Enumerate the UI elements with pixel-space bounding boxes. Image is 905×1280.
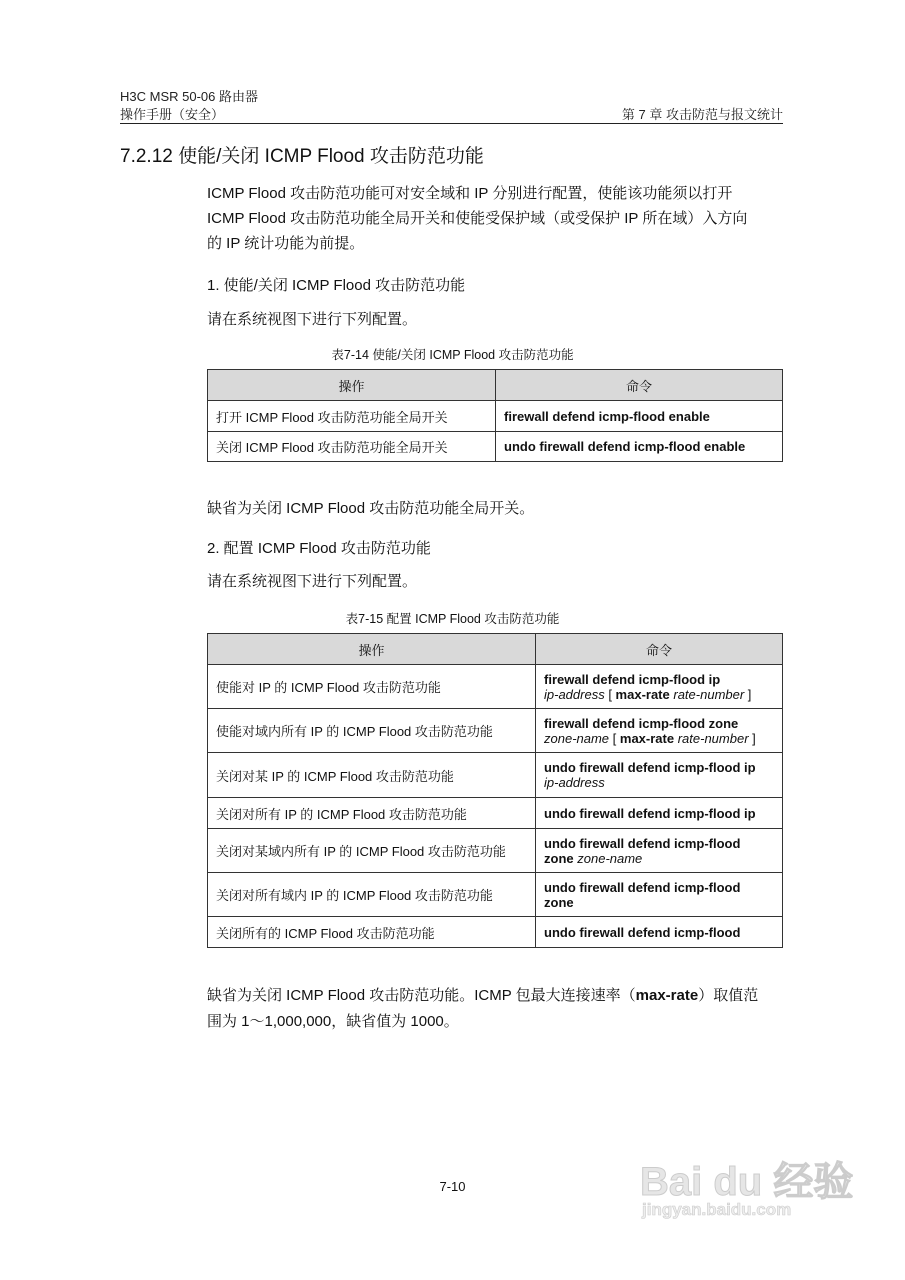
baidu-watermark-logo: Bai du 经验: [640, 1160, 854, 1204]
table-row: [208, 401, 783, 432]
command-cell: [496, 432, 783, 462]
subsection-1-note: 请在系统视图下进行下列配置。: [207, 311, 418, 328]
operation-cell: 关闭 ICMP Flood 攻击防范功能全局开关: [208, 432, 496, 462]
command-text: [: [609, 730, 620, 746]
command-keyword: firewall defend icmp-flood zone: [544, 715, 739, 731]
col-header-command: 命令: [536, 634, 783, 665]
table-row: [208, 753, 783, 798]
subsection-1-default: 缺省为关闭 ICMP Flood 攻击防范功能全局开关。: [207, 500, 535, 517]
header-manual: 操作手册（安全）: [120, 107, 225, 122]
command-cell: [536, 753, 783, 798]
command-cell: [536, 873, 783, 917]
command-keyword: firewall defend icmp-flood ip: [544, 671, 721, 687]
command-keyword: firewall defend icmp-flood enable: [504, 408, 710, 424]
command-cell: [536, 709, 783, 753]
command-cell: [536, 798, 783, 829]
baidu-watermark-url: jingyan.baidu.com: [642, 1200, 792, 1219]
command-argument: ip-address: [544, 775, 605, 790]
operation-cell: 打开 ICMP Flood 攻击防范功能全局开关: [208, 401, 496, 432]
operation-cell: 使能对域内所有 IP 的 ICMP Flood 攻击防范功能: [208, 709, 536, 753]
command-cell: [536, 829, 783, 873]
command-keyword: zone: [544, 850, 574, 866]
page-number: 7-10: [439, 1179, 466, 1194]
intro-line-1: ICMP Flood 攻击防范功能可对安全域和 IP 分别进行配置，使能该功能须以打开: [207, 185, 733, 202]
command-text: [: [604, 686, 616, 702]
command-argument: zone-name: [544, 730, 610, 746]
table-2: [207, 633, 783, 948]
operation-cell: 关闭对某域内所有 IP 的 ICMP Flood 攻击防范功能: [208, 829, 536, 873]
command-argument: rate-number: [673, 686, 745, 702]
command-cell: [536, 665, 783, 709]
command-cell: [496, 401, 783, 432]
table-row: [208, 873, 783, 917]
command-argument: zone-name: [577, 850, 643, 866]
header-chapter: 第 7 章 攻击防范与报文统计: [621, 107, 783, 122]
operation-cell: 关闭对某 IP 的 ICMP Flood 攻击防范功能: [208, 753, 536, 798]
command-argument: ip-address: [544, 686, 605, 702]
table-2-caption: 表7-15 配置 ICMP Flood 攻击防范功能: [345, 612, 560, 626]
operation-cell: 关闭对所有 IP 的 ICMP Flood 攻击防范功能: [208, 798, 536, 829]
closing-max-rate: max-rate: [635, 987, 699, 1004]
command-text: ]: [744, 686, 752, 702]
section-title: 7.2.12 使能/关闭 ICMP Flood 攻击防范功能: [120, 146, 484, 167]
command-cell: [536, 917, 783, 948]
operation-cell: 关闭所有的 ICMP Flood 攻击防范功能: [208, 917, 536, 948]
col-header-operation: 操作: [208, 370, 496, 401]
header-rule: [120, 123, 783, 124]
operation-cell: 使能对 IP 的 ICMP Flood 攻击防范功能: [208, 665, 536, 709]
command-keyword: max-rate: [615, 686, 670, 702]
subsection-2-title: 2. 配置 ICMP Flood 攻击防范功能: [207, 540, 431, 557]
closing-text-end: ）取值范: [698, 987, 759, 1004]
command-keyword: undo firewall defend icmp-flood ip: [544, 760, 756, 775]
table-1: [207, 369, 783, 462]
table-row: [208, 829, 783, 873]
command-keyword: undo firewall defend icmp-flood: [544, 924, 741, 940]
command-keyword: zone: [544, 894, 574, 910]
subsection-1-title: 1. 使能/关闭 ICMP Flood 攻击防范功能: [207, 277, 466, 294]
command-keyword: undo firewall defend icmp-flood: [544, 879, 741, 895]
command-keyword: undo firewall defend icmp-flood ip: [544, 805, 756, 821]
closing-line-2: 围为 1～1,000,000，缺省值为 1000。: [207, 1013, 459, 1030]
operation-cell: 关闭对所有域内 IP 的 ICMP Flood 攻击防范功能: [208, 873, 536, 917]
subsection-2-note: 请在系统视图下进行下列配置。: [207, 573, 418, 590]
table-row: [208, 798, 783, 829]
table-1-caption: 表7-14 使能/关闭 ICMP Flood 攻击防范功能: [331, 348, 574, 362]
table-row: [208, 665, 783, 709]
table-row: [208, 709, 783, 753]
intro-line-2: ICMP Flood 攻击防范功能全局开关和使能受保护域（或受保护 IP 所在域）入方向: [207, 210, 748, 227]
table-row: [208, 917, 783, 948]
command-keyword: max-rate: [619, 730, 675, 746]
closing-text: 缺省为关闭 ICMP Flood 攻击防范功能。ICMP 包最大连接速率（: [207, 987, 636, 1004]
col-header-command: 命令: [496, 370, 783, 401]
header-product: H3C MSR 50-06 路由器: [120, 89, 258, 104]
command-keyword: undo firewall defend icmp-flood enable: [504, 439, 746, 454]
col-header-operation: 操作: [208, 634, 536, 665]
command-argument: rate-number: [677, 730, 749, 746]
table-row: [208, 432, 783, 462]
closing-line-1: [207, 984, 758, 1005]
command-keyword: undo firewall defend icmp-flood: [544, 835, 741, 851]
command-text: ]: [748, 730, 756, 746]
intro-line-3: 的 IP 统计功能为前提。: [207, 235, 365, 252]
